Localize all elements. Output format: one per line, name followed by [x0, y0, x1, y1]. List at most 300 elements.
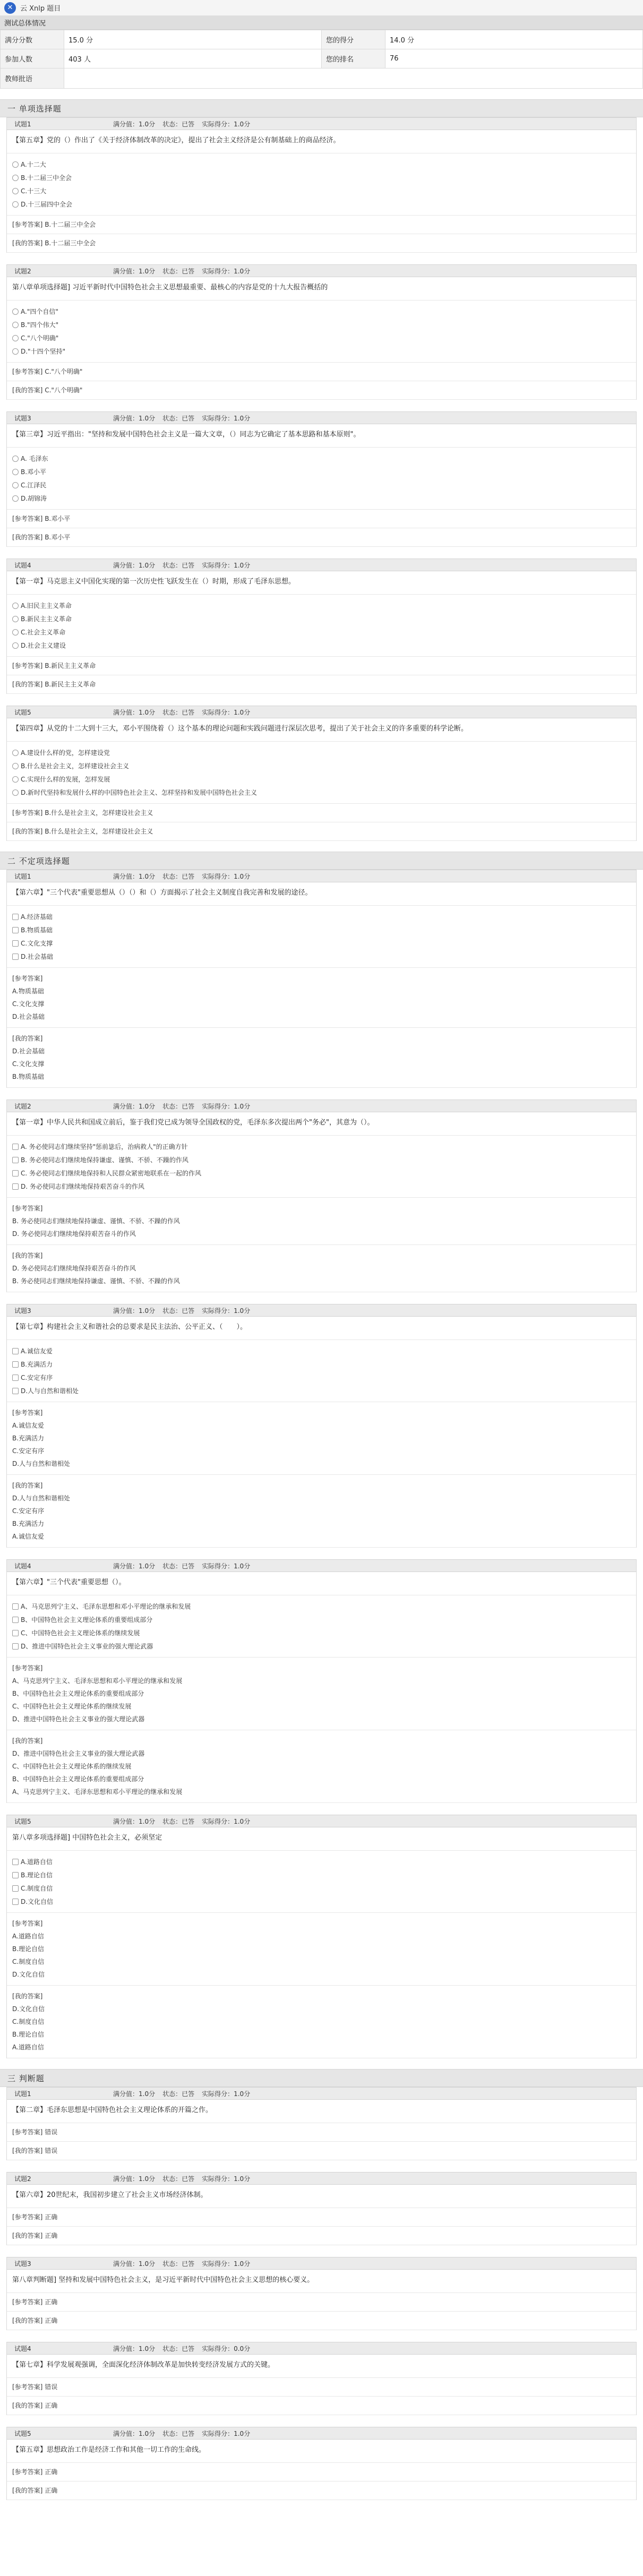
radio-icon[interactable] [12, 469, 19, 475]
reference-answer-item: B、中国特色社会主义理论体系的重要组成部分 [12, 1690, 144, 1697]
option-item[interactable] [12, 158, 631, 171]
full-score: 满分值：1.0分 [113, 267, 156, 275]
option-item[interactable] [12, 171, 631, 184]
answer-status: 状态：已答 [162, 414, 195, 422]
option-item[interactable] [12, 1384, 631, 1397]
option-item[interactable] [12, 759, 631, 772]
question-header [7, 2257, 636, 2270]
my-answer [7, 234, 636, 253]
summary-title: 测试总体情况 [0, 16, 643, 30]
radio-icon[interactable] [12, 616, 19, 622]
checkbox-icon[interactable] [12, 1170, 19, 1177]
summary-table [0, 30, 643, 89]
question-meta [113, 2429, 258, 2438]
option-label: C.十三大 [21, 187, 47, 195]
reference-answer-item: A、马克思列宁主义、毛泽东思想和邓小平理论的继承和发展 [12, 1677, 183, 1685]
reference-answer-label: [参考答案] [12, 515, 43, 522]
radio-icon[interactable] [12, 348, 19, 355]
answer-status: 状态：已答 [162, 2429, 195, 2437]
answer-status: 状态：已答 [162, 2260, 195, 2268]
option-item[interactable] [12, 1371, 631, 1384]
question-number: 试题5 [14, 708, 31, 716]
my-answer-item: C.制度自信 [12, 2018, 45, 2025]
radio-icon[interactable] [12, 335, 19, 341]
question-spacer [0, 400, 643, 411]
my-answer-label: [我的答案] [12, 1035, 43, 1042]
question-header [7, 2342, 636, 2355]
full-score: 满分值：1.0分 [113, 2175, 156, 2183]
reference-answer-label: [参考答案] [12, 662, 43, 669]
option-label: C.实现什么样的发展，怎样发展 [21, 776, 110, 783]
actual-score: 实际得分：1.0分 [202, 1817, 251, 1825]
option-label: A、马克思列宁主义、毛泽东思想和邓小平理论的继承和发展 [21, 1603, 191, 1610]
radio-icon[interactable] [12, 456, 19, 462]
option-label: D. 务必使同志们继续地保持艰苦奋斗的作风 [21, 1183, 144, 1190]
question-block [6, 1304, 637, 1548]
actual-score: 实际得分：0.0分 [202, 2345, 251, 2352]
reference-answer-item: D. 务必使同志们继续地保持艰苦奋斗的作风 [12, 1230, 136, 1238]
answer-status: 状态：已答 [162, 1817, 195, 1825]
question-block [6, 2172, 637, 2245]
question-meta [113, 1817, 258, 1826]
answer-status: 状态：已答 [162, 1102, 195, 1110]
actual-score: 实际得分：1.0分 [202, 267, 251, 275]
reference-answer [7, 2463, 636, 2481]
my-answer-item: C.文化支撑 [12, 1060, 45, 1068]
question-block [6, 411, 637, 547]
option-item[interactable] [12, 599, 631, 612]
question-number: 试题1 [14, 120, 31, 128]
checkbox-icon[interactable] [12, 954, 19, 960]
radio-icon[interactable] [12, 308, 19, 315]
question-block [6, 870, 637, 1088]
question-number: 试题3 [14, 414, 31, 422]
reference-answer [7, 2293, 636, 2312]
question-stem: 【第四章】从党的十二大到十三大，邓小平围绕着（）这个基本的理论问题和实践问题进行深层次思考，提出了关于社会主义的许多重要的科学论断。 [7, 718, 636, 742]
option-label: B.十二届三中全会 [21, 174, 72, 182]
actual-score: 实际得分：1.0分 [202, 1562, 251, 1570]
option-item[interactable] [12, 492, 631, 505]
option-item[interactable] [12, 1180, 631, 1193]
checkbox-icon[interactable] [12, 1348, 19, 1354]
actual-score: 实际得分：1.0分 [202, 561, 251, 569]
reference-answer-value: C."八个明确" [45, 368, 83, 375]
answer-status: 状态：已答 [162, 1307, 195, 1315]
my-answer [7, 2397, 636, 2415]
question-stem: 【第一章】马克思主义中国化实现的第一次历史性飞跃发生在（）时期，形成了毛泽东思想。 [7, 571, 636, 595]
radio-icon[interactable] [12, 642, 19, 649]
radio-icon[interactable] [12, 750, 19, 756]
my-answer [7, 1475, 636, 1548]
reference-answer-label: [参考答案] [12, 1664, 43, 1672]
radio-icon[interactable] [12, 763, 19, 769]
question-block [6, 264, 637, 400]
option-item[interactable] [12, 950, 631, 963]
full-score: 满分值：1.0分 [113, 561, 156, 569]
question-spacer [0, 1292, 643, 1304]
my-answer-label: [我的答案] [12, 239, 43, 247]
question-stem: 【第五章】思想政治工作是经济工作和其他一切工作的生命线。 [7, 2440, 636, 2463]
option-list [7, 595, 636, 657]
checkbox-icon[interactable] [12, 1899, 19, 1905]
reference-answer-item: B.理论自信 [12, 1945, 45, 1953]
reference-answer-label: [参考答案] [12, 809, 43, 817]
my-answer-item: D.社会基础 [12, 1047, 45, 1055]
option-list [7, 1340, 636, 1402]
option-label: D.胡锦涛 [21, 495, 47, 502]
question-block [6, 2342, 637, 2415]
reference-answer-label: [参考答案] [12, 368, 43, 375]
checkbox-icon[interactable] [12, 1630, 19, 1636]
my-answer-item: B.充满活力 [12, 1520, 45, 1527]
reference-answer [7, 1658, 636, 1730]
question-meta [113, 561, 258, 570]
reference-answer-item: A.诚信友爱 [12, 1422, 44, 1429]
checkbox-icon[interactable] [12, 1859, 19, 1865]
my-answer [7, 2312, 636, 2330]
option-item[interactable] [12, 1153, 631, 1166]
question-meta [113, 1561, 258, 1570]
radio-icon[interactable] [12, 188, 19, 194]
radio-icon[interactable] [12, 322, 19, 328]
radio-icon[interactable] [12, 175, 19, 181]
option-item[interactable] [12, 1626, 631, 1639]
my-answer-value: 错误 [45, 2147, 58, 2154]
option-item[interactable] [12, 198, 631, 211]
my-answer-value: 正确 [45, 2487, 58, 2494]
option-item[interactable] [12, 331, 631, 345]
question-spacer [0, 2160, 643, 2172]
my-answer-item: B.理论自信 [12, 2031, 45, 2038]
option-item[interactable] [12, 786, 631, 799]
my-answer [7, 822, 636, 841]
option-list [7, 153, 636, 216]
option-item[interactable] [12, 1882, 631, 1895]
my-answer-value: B.新民主主义革命 [45, 681, 96, 688]
question-block [6, 1815, 637, 2058]
radio-icon[interactable] [12, 603, 19, 609]
option-label: C.安定有序 [21, 1374, 53, 1381]
reference-answer-item: C.文化支撑 [12, 1000, 45, 1008]
option-item[interactable] [12, 1358, 631, 1371]
option-label: A. 务必使同志们继续坚持"惩前毖后，治病救人"的正确方针 [21, 1143, 188, 1150]
reference-answer-item: D、推进中国特色社会主义事业的强大理论武器 [12, 1715, 145, 1723]
my-answer-value: 正确 [45, 2232, 58, 2239]
question-meta [113, 1306, 258, 1315]
question-spacer [0, 547, 643, 559]
reference-answer [7, 657, 636, 675]
option-item[interactable] [12, 910, 631, 923]
option-item[interactable] [12, 937, 631, 950]
actual-score: 实际得分：1.0分 [202, 2429, 251, 2437]
checkbox-icon[interactable] [12, 1885, 19, 1892]
option-item[interactable] [12, 1895, 631, 1908]
option-item[interactable] [12, 772, 631, 786]
my-answer-label: [我的答案] [12, 1482, 43, 1489]
question-spacer [0, 694, 643, 706]
question-sections [0, 99, 643, 2500]
question-block [6, 117, 637, 253]
checkbox-icon[interactable] [12, 1643, 19, 1650]
question-spacer [0, 1548, 643, 1559]
my-answer-item: D.人与自然和谐相处 [12, 1495, 71, 1502]
question-number: 试题3 [14, 1307, 31, 1315]
full-score: 满分值：1.0分 [113, 120, 156, 128]
app-title: 云 Xnlp 题目 [20, 5, 61, 13]
my-answer-label: [我的答案] [12, 2487, 43, 2494]
reference-answer-label: [参考答案] [12, 2128, 43, 2136]
my-answer [7, 2142, 636, 2160]
option-item[interactable] [12, 1140, 631, 1153]
option-item[interactable] [12, 1166, 631, 1180]
option-item[interactable] [12, 746, 631, 759]
question-meta [113, 2174, 258, 2183]
option-label: B.物质基础 [21, 926, 53, 934]
reference-answer-value: B.什么是社会主义，怎样建设社会主义 [45, 809, 153, 817]
option-item[interactable] [12, 184, 631, 198]
checkbox-icon[interactable] [12, 1361, 19, 1368]
checkbox-icon[interactable] [12, 1157, 19, 1163]
reference-answer [7, 968, 636, 1028]
my-answer [7, 1986, 636, 2058]
my-answer-label: [我的答案] [12, 534, 43, 541]
reference-answer-value: B.新民主主义革命 [45, 662, 96, 669]
part-section [0, 2069, 643, 2500]
option-label: A."四个自信" [21, 308, 58, 315]
actual-score: 实际得分：1.0分 [202, 2175, 251, 2183]
radio-icon[interactable] [12, 789, 19, 796]
reference-answer-value: 正确 [45, 2468, 58, 2476]
reference-answer-label: [参考答案] [12, 1920, 43, 1927]
option-item[interactable] [12, 1855, 631, 1868]
option-label: A.建设什么样的党，怎样建设党 [21, 749, 110, 757]
actual-score: 实际得分：1.0分 [202, 2090, 251, 2098]
checkbox-icon[interactable] [12, 1375, 19, 1381]
question-block [6, 1559, 637, 1803]
question-stem: 第八章多项选择题] 中国特色社会主义，必须坚定 [7, 1827, 636, 1851]
reference-answer-value: 正确 [45, 2213, 58, 2221]
question-number: 试题2 [14, 2175, 31, 2183]
my-answer [7, 528, 636, 547]
question-block [6, 559, 637, 694]
reference-answer [7, 2123, 636, 2142]
my-answer-item: D.文化自信 [12, 2005, 45, 2013]
my-answer-label: [我的答案] [12, 1252, 43, 1259]
option-item[interactable] [12, 1600, 631, 1613]
checkbox-icon[interactable] [12, 1872, 19, 1878]
total-score-label: 满分分数 [1, 30, 64, 49]
my-answer-label: [我的答案] [12, 1737, 43, 1745]
reference-answer [7, 1198, 636, 1245]
question-block [6, 2087, 637, 2160]
question-number: 试题5 [14, 1817, 31, 1825]
full-score: 满分值：1.0分 [113, 708, 156, 716]
full-score: 满分值：1.0分 [113, 2260, 156, 2268]
reference-answer-label: [参考答案] [12, 2468, 43, 2476]
reference-answer-value: B.邓小平 [45, 515, 71, 522]
actual-score: 实际得分：1.0分 [202, 1307, 251, 1315]
question-header [7, 559, 636, 571]
my-answer-label: [我的答案] [12, 387, 43, 394]
option-item[interactable] [12, 452, 631, 465]
reference-answer-item: A.物质基础 [12, 988, 44, 995]
option-label: A. 毛泽东 [21, 455, 48, 462]
actual-score: 实际得分：1.0分 [202, 1102, 251, 1110]
option-item[interactable] [12, 612, 631, 625]
my-answer-item: B.物质基础 [12, 1073, 45, 1080]
option-label: C. 务必使同志们继续地保持和人民群众紧密地联系在一起的作风 [21, 1170, 202, 1177]
checkbox-icon[interactable] [12, 1388, 19, 1394]
option-item[interactable] [12, 478, 631, 492]
full-score: 满分值：1.0分 [113, 1102, 156, 1110]
question-header [7, 264, 636, 277]
question-header [7, 411, 636, 424]
answer-status: 状态：已答 [162, 120, 195, 128]
option-label: C.制度自信 [21, 1885, 53, 1892]
teacher-comment-label: 教师批语 [1, 68, 64, 89]
option-label: C.社会主义革命 [21, 629, 66, 636]
question-header [7, 2087, 636, 2100]
reference-answer [7, 804, 636, 822]
your-score-label: 您的得分 [322, 30, 385, 49]
question-meta [113, 2344, 258, 2353]
question-block [6, 1100, 637, 1292]
question-block [6, 2257, 637, 2330]
question-meta [113, 267, 258, 276]
my-answer [7, 675, 636, 694]
option-label: C.文化支撑 [21, 940, 53, 947]
question-number: 试题2 [14, 1102, 31, 1110]
my-answer-value: 正确 [45, 2317, 58, 2324]
question-header [7, 1559, 636, 1572]
option-list [7, 1851, 636, 1913]
reference-answer-label: [参考答案] [12, 1409, 43, 1416]
reference-answer-label: [参考答案] [12, 1205, 43, 1212]
question-meta [113, 2089, 258, 2098]
radio-icon[interactable] [12, 495, 19, 502]
option-label: C."八个明确" [21, 334, 59, 342]
reference-answer-label: [参考答案] [12, 2383, 43, 2391]
question-header [7, 1304, 636, 1317]
reference-answer-label: [参考答案] [12, 221, 43, 228]
question-spacer [0, 2415, 643, 2427]
my-answer-value: B.十二届三中全会 [45, 239, 96, 247]
your-score-value: 14.0 分 [385, 30, 643, 49]
my-answer-item: A.诚信友爱 [12, 1533, 44, 1540]
checkbox-icon[interactable] [12, 1603, 19, 1610]
actual-score: 实际得分：1.0分 [202, 120, 251, 128]
question-stem: 【第六章】20世纪末，我国初步建立了社会主义市场经济体制。 [7, 2185, 636, 2208]
question-spacer [0, 1088, 643, 1100]
reference-answer-item: A.道路自信 [12, 1933, 44, 1940]
my-answer [7, 381, 636, 400]
full-score: 满分值：1.0分 [113, 2345, 156, 2352]
question-stem: 【第六章】"三个代表"重要思想（）。 [7, 1572, 636, 1595]
option-list [7, 448, 636, 510]
checkbox-icon[interactable] [12, 927, 19, 933]
my-answer-label: [我的答案] [12, 2402, 43, 2409]
question-header [7, 2172, 636, 2185]
question-header [7, 1100, 636, 1112]
option-label: B、中国特色社会主义理论体系的重要组成部分 [21, 1616, 153, 1624]
question-block [6, 2427, 637, 2500]
question-stem: 【第二章】毛泽东思想是中国特色社会主义理论体系的开篇之作。 [7, 2100, 636, 2123]
my-answer-value: B.什么是社会主义，怎样建设社会主义 [45, 828, 153, 835]
checkbox-icon[interactable] [12, 1183, 19, 1190]
question-header [7, 1815, 636, 1827]
option-item[interactable] [12, 465, 631, 478]
checkbox-icon[interactable] [12, 1144, 19, 1150]
option-label: D.人与自然和谐相处 [21, 1387, 79, 1395]
reference-answer [7, 363, 636, 381]
question-meta [113, 414, 258, 423]
option-item[interactable] [12, 1344, 631, 1358]
reference-answer [7, 216, 636, 234]
reference-answer-item: B. 务必使同志们继续地保持谦虚、谨慎、不骄、不躁的作风 [12, 1217, 180, 1225]
option-label: A.诚信友爱 [21, 1347, 53, 1355]
option-label: B.新民主主义革命 [21, 615, 72, 623]
part-title: 三 判断题 [0, 2069, 643, 2087]
option-item[interactable] [12, 318, 631, 331]
option-label: B.充满活力 [21, 1361, 53, 1368]
option-item[interactable] [12, 923, 631, 937]
option-item[interactable] [12, 625, 631, 639]
checkbox-icon[interactable] [12, 914, 19, 920]
reference-answer [7, 510, 636, 528]
option-item[interactable] [12, 1868, 631, 1882]
option-item[interactable] [12, 639, 631, 652]
option-label: D、推进中国特色社会主义事业的强大理论武器 [21, 1643, 153, 1650]
reference-answer-item: D.人与自然和谐相处 [12, 1460, 71, 1467]
radio-icon[interactable] [12, 161, 19, 168]
option-item[interactable] [12, 1613, 631, 1626]
reference-answer-value: 错误 [45, 2128, 58, 2136]
reference-answer-value: 错误 [45, 2383, 58, 2391]
option-label: A.十二大 [21, 161, 46, 168]
my-answer-value: B.邓小平 [45, 534, 71, 541]
radio-icon[interactable] [12, 629, 19, 636]
total-score-value: 15.0 分 [64, 30, 322, 49]
app-header [0, 0, 643, 16]
question-spacer [0, 2330, 643, 2342]
option-list [7, 906, 636, 968]
option-item[interactable] [12, 345, 631, 358]
option-item[interactable] [12, 1639, 631, 1653]
checkbox-icon[interactable] [12, 1617, 19, 1623]
checkbox-icon[interactable] [12, 940, 19, 947]
reference-answer-item: B.充满活力 [12, 1435, 45, 1442]
question-number: 试题4 [14, 561, 31, 569]
question-meta [113, 872, 258, 881]
answer-status: 状态：已答 [162, 2090, 195, 2098]
question-stem: 第八章判断题] 坚持和发展中国特色社会主义，是习近平新时代中国特色社会主义思想的核心要义。 [7, 2270, 636, 2293]
option-label: D.十三届四中全会 [21, 201, 73, 208]
full-score: 满分值：1.0分 [113, 872, 156, 880]
question-stem: 【第一章】中华人民共和国成立前后，鉴于我们党已成为领导全国政权的党，毛泽东多次提出两个"务必"，其意为（）。 [7, 1112, 636, 1136]
radio-icon[interactable] [12, 201, 19, 208]
radio-icon[interactable] [12, 776, 19, 783]
my-answer-item: A、马克思列宁主义、毛泽东思想和邓小平理论的继承和发展 [12, 1788, 183, 1796]
full-score: 满分值：1.0分 [113, 2090, 156, 2098]
option-item[interactable] [12, 305, 631, 318]
full-score: 满分值：1.0分 [113, 1562, 156, 1570]
option-label: A.道路自信 [21, 1858, 53, 1866]
radio-icon[interactable] [12, 482, 19, 488]
reference-answer [7, 2378, 636, 2397]
app-logo-icon: ✕ [4, 2, 16, 14]
answer-status: 状态：已答 [162, 1562, 195, 1570]
option-label: A.旧民主主义革命 [21, 602, 72, 609]
